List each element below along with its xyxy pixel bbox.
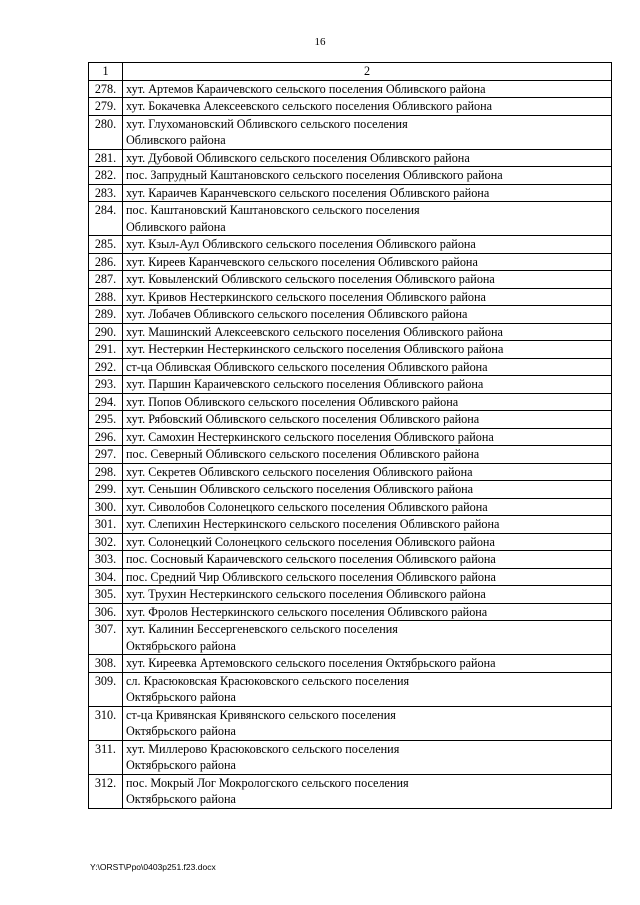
row-number: 280. xyxy=(89,115,123,149)
row-number: 285. xyxy=(89,236,123,254)
table-row xyxy=(89,149,612,167)
settlement-name: пос. Северный Обливского сельского поселения Обливского района xyxy=(123,446,612,464)
settlement-name: хут. Фролов Нестеркинского сельского поселения Обливского района xyxy=(123,603,612,621)
settlement-name: хут. Секретев Обливского сельского поселения Обливского района xyxy=(123,463,612,481)
table-row xyxy=(89,428,612,446)
settlement-name: хут. Нестеркин Нестеркинского сельского поселения Обливского района xyxy=(123,341,612,359)
table-row xyxy=(89,533,612,551)
file-path-footer: Y:\ORST\Ppo\0403p251.f23.docx xyxy=(90,862,216,872)
settlement-name: хут. Попов Обливского сельского поселения Обливского района xyxy=(123,393,612,411)
settlement-name: хут. Лобачев Обливского сельского поселения Обливского района xyxy=(123,306,612,324)
settlement-name: ст-ца Кривянская Кривянского сельского поселения Октябрьского района xyxy=(123,706,612,740)
settlement-name: хут. Кзыл-Аул Обливского сельского поселения Обливского района xyxy=(123,236,612,254)
table-row xyxy=(89,774,612,808)
table-row xyxy=(89,481,612,499)
table-header-row xyxy=(89,63,612,81)
table-row xyxy=(89,621,612,655)
row-number: 307. xyxy=(89,621,123,655)
table-row xyxy=(89,551,612,569)
row-number: 298. xyxy=(89,463,123,481)
table-row xyxy=(89,341,612,359)
settlement-name: хут. Слепихин Нестеркинского сельского поселения Обливского района xyxy=(123,516,612,534)
row-number: 288. xyxy=(89,288,123,306)
table-row xyxy=(89,568,612,586)
settlements-table xyxy=(88,62,612,809)
table-row xyxy=(89,115,612,149)
row-number: 292. xyxy=(89,358,123,376)
table-row xyxy=(89,463,612,481)
table-row xyxy=(89,516,612,534)
row-number: 310. xyxy=(89,706,123,740)
settlement-name: хут. Самохин Нестеркинского сельского поселения Обливского района xyxy=(123,428,612,446)
settlement-name: хут. Ковыленский Обливского сельского поселения Обливского района xyxy=(123,271,612,289)
row-number: 312. xyxy=(89,774,123,808)
table-row xyxy=(89,288,612,306)
row-number: 293. xyxy=(89,376,123,394)
table-row xyxy=(89,80,612,98)
table-row xyxy=(89,586,612,604)
settlement-name: хут. Киреев Каранчевского сельского поселения Обливского района xyxy=(123,253,612,271)
settlement-name: хут. Глухомановский Обливского сельского поселения Обливского района xyxy=(123,115,612,149)
settlement-name: хут. Паршин Караичевского сельского поселения Обливского района xyxy=(123,376,612,394)
table-row xyxy=(89,393,612,411)
settlement-name: хут. Кривов Нестеркинского сельского поселения Обливского района xyxy=(123,288,612,306)
settlement-name: хут. Солонецкий Солонецкого сельского поселения Обливского района xyxy=(123,533,612,551)
table-row xyxy=(89,706,612,740)
settlement-name: хут. Миллерово Красюковского сельского поселения Октябрьского района xyxy=(123,740,612,774)
row-number: 302. xyxy=(89,533,123,551)
table-row xyxy=(89,358,612,376)
settlement-name: хут. Артемов Караичевского сельского поселения Обливского района xyxy=(123,80,612,98)
row-number: 294. xyxy=(89,393,123,411)
settlement-name: хут. Бокачевка Алексеевского сельского поселения Обливского района xyxy=(123,98,612,116)
row-number: 291. xyxy=(89,341,123,359)
row-number: 295. xyxy=(89,411,123,429)
settlement-name: хут. Дубовой Обливского сельского поселения Обливского района xyxy=(123,149,612,167)
settlement-name: хут. Киреевка Артемовского сельского поселения Октябрьского района xyxy=(123,655,612,673)
row-number: 311. xyxy=(89,740,123,774)
table-row xyxy=(89,411,612,429)
table-row xyxy=(89,236,612,254)
row-number: 301. xyxy=(89,516,123,534)
settlement-name: хут. Сиволобов Солонецкого сельского поселения Обливского района xyxy=(123,498,612,516)
table-row xyxy=(89,323,612,341)
table-row xyxy=(89,202,612,236)
row-number: 284. xyxy=(89,202,123,236)
page-number: 16 xyxy=(314,36,326,48)
settlement-name: пос. Запрудный Каштановского сельского поселения Обливского района xyxy=(123,167,612,185)
row-number: 303. xyxy=(89,551,123,569)
row-number: 300. xyxy=(89,498,123,516)
table-row xyxy=(89,655,612,673)
table-row xyxy=(89,271,612,289)
row-number: 289. xyxy=(89,306,123,324)
row-number: 309. xyxy=(89,672,123,706)
row-number: 299. xyxy=(89,481,123,499)
table-row xyxy=(89,446,612,464)
table-row xyxy=(89,740,612,774)
row-number: 287. xyxy=(89,271,123,289)
settlement-name: пос. Сосновый Караичевского сельского поселения Обливского района xyxy=(123,551,612,569)
row-number: 308. xyxy=(89,655,123,673)
row-number: 283. xyxy=(89,184,123,202)
settlement-name: хут. Караичев Каранчевского сельского поселения Обливского района xyxy=(123,184,612,202)
row-number: 282. xyxy=(89,167,123,185)
row-number: 304. xyxy=(89,568,123,586)
table-row xyxy=(89,498,612,516)
settlement-name: пос. Средний Чир Обливского сельского поселения Обливского района xyxy=(123,568,612,586)
row-number: 281. xyxy=(89,149,123,167)
column-header-1: 1 xyxy=(89,63,123,81)
settlement-name: хут. Машинский Алексеевского сельского поселения Обливского района xyxy=(123,323,612,341)
row-number: 305. xyxy=(89,586,123,604)
table-row xyxy=(89,98,612,116)
row-number: 286. xyxy=(89,253,123,271)
settlement-name: хут. Калинин Бессергеневского сельского поселения Октябрьского района xyxy=(123,621,612,655)
settlement-name: хут. Трухин Нестеркинского сельского поселения Обливского района xyxy=(123,586,612,604)
row-number: 306. xyxy=(89,603,123,621)
table-row xyxy=(89,603,612,621)
settlement-name: хут. Сеньшин Обливского сельского поселения Обливского района xyxy=(123,481,612,499)
table-row xyxy=(89,306,612,324)
settlement-name: пос. Каштановский Каштановского сельского поселения Обливского района xyxy=(123,202,612,236)
row-number: 297. xyxy=(89,446,123,464)
settlement-name: хут. Рябовский Обливского сельского поселения Обливского района xyxy=(123,411,612,429)
table-row xyxy=(89,376,612,394)
column-header-2: 2 xyxy=(123,63,612,81)
settlement-name: пос. Мокрый Лог Мокрологского сельского поселения Октябрьского района xyxy=(123,774,612,808)
table-row xyxy=(89,184,612,202)
settlement-name: ст-ца Обливская Обливского сельского поселения Обливского района xyxy=(123,358,612,376)
table-row xyxy=(89,167,612,185)
row-number: 279. xyxy=(89,98,123,116)
settlement-name: сл. Красюковская Красюковского сельского поселения Октябрьского района xyxy=(123,672,612,706)
row-number: 278. xyxy=(89,80,123,98)
table-row xyxy=(89,253,612,271)
row-number: 290. xyxy=(89,323,123,341)
table-row xyxy=(89,672,612,706)
row-number: 296. xyxy=(89,428,123,446)
